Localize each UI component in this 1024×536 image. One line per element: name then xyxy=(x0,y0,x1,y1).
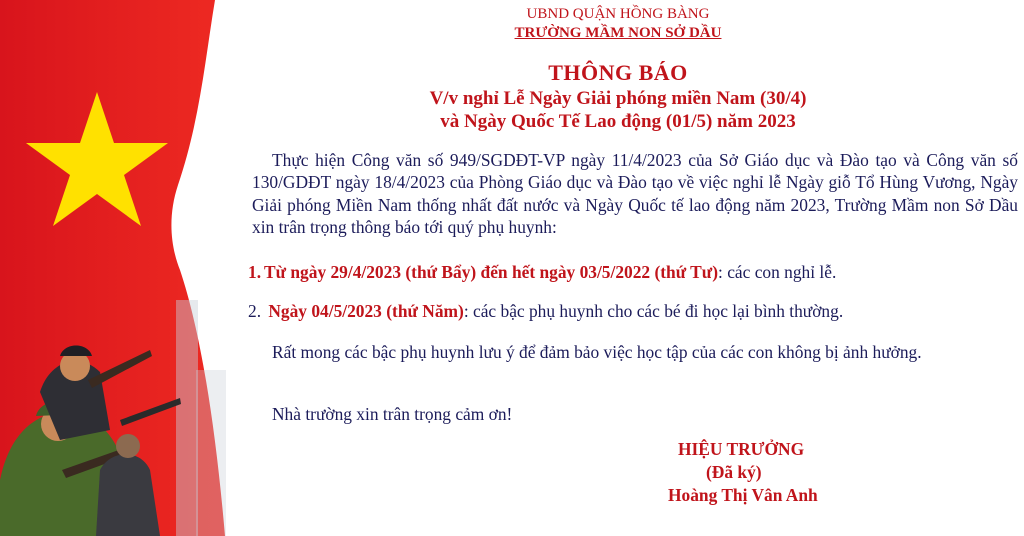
list-item xyxy=(248,301,843,322)
thanks-line: Nhà trường xin trân trọng cảm ơn! xyxy=(272,404,513,424)
list-item-highlight: Ngày 04/5/2023 (thứ Năm) xyxy=(268,301,464,321)
red-flag-banner xyxy=(0,0,240,536)
issuing-agency: UBND QUẬN HỒNG BÀNG xyxy=(526,6,710,22)
list-item-number: 2. xyxy=(248,301,262,321)
document-subject-line-1: V/v nghỉ Lễ Ngày Giải phóng miền Nam (30/4) xyxy=(429,88,807,109)
list-item-number: 1. xyxy=(248,262,262,282)
list-item xyxy=(248,262,836,283)
signature-note: (Đã ký) xyxy=(706,462,762,482)
announcement-document xyxy=(248,0,1020,536)
document-subject-line-2: và Ngày Quốc Tế Lao động (01/5) năm 2023 xyxy=(440,111,796,132)
closing-paragraph: Rất mong các bậc phụ huynh lưu ý để đảm bảo việc học tập của các con không bị ảnh hưởng. xyxy=(272,342,922,362)
list-item-text: : các con nghỉ lễ. xyxy=(718,262,837,282)
intro-paragraph: Thực hiện Công văn số 949/SGDĐT-VP ngày 11/4/2023 của Sở Giáo dục và Đào tạo và Công văn số 130/GDĐT ngày 18/4/2023 của Phòng Giáo dục và Đào tạo về việc nghỉ lễ Ngày giỗ Tổ Hùng Vương, Ngày Giải phóng Miền Nam thống nhất đất nước và Ngày Quốc tế lao động năm 2023, Trường Mầm non Sở Dầu xin trân trọng thông báo tới quý phụ huynh: xyxy=(252,150,1018,237)
school-name: TRƯỜNG MẦM NON SỞ DẦU xyxy=(514,25,722,41)
list-item-text: : các bậc phụ huynh cho các bé đi học lại bình thường. xyxy=(463,301,844,321)
list-item-highlight: Từ ngày 29/4/2023 (thứ Bẩy) đến hết ngày 03/5/2022 (thứ Tư) xyxy=(264,262,719,282)
city-skyline-silhouette xyxy=(196,370,226,536)
city-skyline-silhouette xyxy=(176,300,198,536)
signatory-name: Hoàng Thị Vân Anh xyxy=(668,485,818,505)
signatory-title: HIỆU TRƯỞNG xyxy=(678,439,805,459)
document-title: THÔNG BÁO xyxy=(548,60,688,85)
